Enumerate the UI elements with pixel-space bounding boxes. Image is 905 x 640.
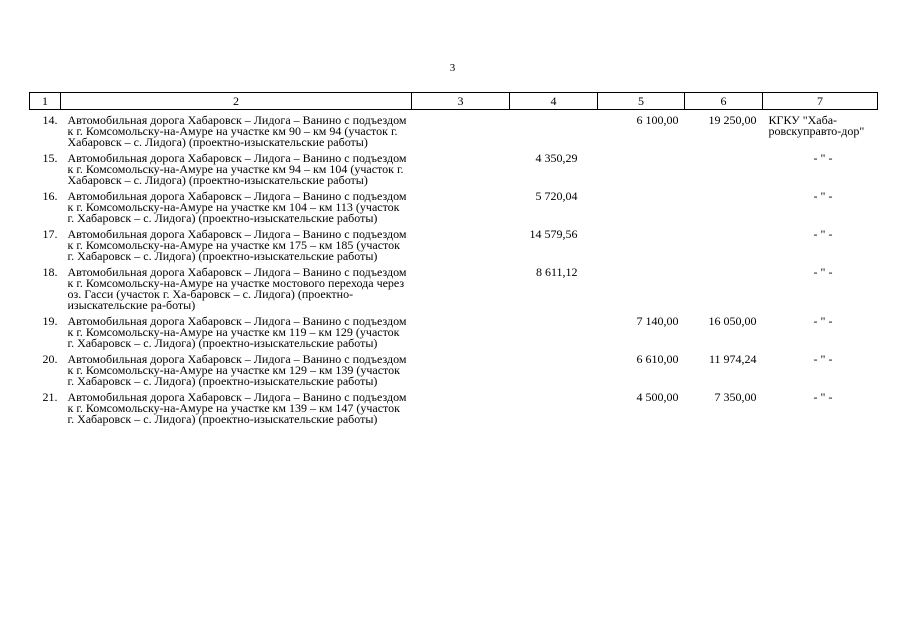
row-col5: 6 610,00 xyxy=(636,352,679,366)
header-col-6: 6 xyxy=(685,93,763,110)
table-row xyxy=(30,311,878,349)
document-table xyxy=(29,92,878,425)
row-col4 xyxy=(510,387,598,425)
table-row xyxy=(30,262,878,311)
row-col5 xyxy=(598,224,685,262)
table-header xyxy=(30,93,878,110)
row-col3 xyxy=(412,262,510,311)
row-col3 xyxy=(412,110,510,149)
row-name: Автомобильная дорога Хабаровск – Лидога – Ванино с подъездом к г. Комсомольску-на-Амуре на участке км 129 – км 139 (участок г. Хабаровск – с. Лидога) (проектно-изыскательские работы) xyxy=(67,352,407,388)
row-number: 14. xyxy=(42,113,58,127)
row-col5 xyxy=(598,262,685,311)
header-col-5: 5 xyxy=(598,93,685,110)
row-col3 xyxy=(412,387,510,425)
row-name: Автомобильная дорога Хабаровск – Лидога – Ванино с подъездом к г. Комсомольску-на-Амуре на участке км 139 – км 147 (участок г. Хабаровск – с. Лидога) (проектно-изыскательские работы) xyxy=(67,390,407,426)
row-col4 xyxy=(510,110,598,149)
header-col-1: 1 xyxy=(30,93,61,110)
table-row xyxy=(30,110,878,149)
row-col4: 14 579,56 xyxy=(529,227,578,241)
row-col6 xyxy=(685,186,763,224)
row-col6: 7 350,00 xyxy=(714,390,757,404)
table-row xyxy=(30,148,878,186)
row-name: Автомобильная дорога Хабаровск – Лидога – Ванино с подъездом к г. Комсомольску-на-Амуре на участке км 104 – км 113 (участок г. Хабаровск – с. Лидога) (проектно-изыскательские работы) xyxy=(67,189,407,225)
row-col6 xyxy=(685,148,763,186)
row-col3 xyxy=(412,311,510,349)
row-col6 xyxy=(685,224,763,262)
row-number: 20. xyxy=(42,352,58,366)
row-col4: 4 350,29 xyxy=(535,151,578,165)
table-row xyxy=(30,186,878,224)
table-row xyxy=(30,349,878,387)
header-col-7: 7 xyxy=(763,93,878,110)
table-row xyxy=(30,387,878,425)
row-col5: 6 100,00 xyxy=(636,113,679,127)
row-name: Автомобильная дорога Хабаровск – Лидога – Ванино с подъездом к г. Комсомольску-на-Амуре на участке км 90 – км 94 (участок г. Хабаровск – с. Лидога) (проектно-изыскательские работы) xyxy=(67,113,407,149)
row-executor: - " - xyxy=(813,352,833,366)
row-number: 19. xyxy=(42,314,58,328)
row-col4: 5 720,04 xyxy=(535,189,578,203)
row-number: 15. xyxy=(42,151,58,165)
row-executor: - " - xyxy=(813,265,833,279)
row-col4 xyxy=(510,349,598,387)
row-number: 18. xyxy=(42,265,58,279)
row-col5 xyxy=(598,186,685,224)
header-col-2: 2 xyxy=(61,93,412,110)
row-executor: - " - xyxy=(813,151,833,165)
row-name: Автомобильная дорога Хабаровск – Лидога – Ванино с подъездом к г. Комсомольску-на-Амуре на участке км 175 – км 185 (участок г. Хабаровск – с. Лидога) (проектно-изыскательские работы) xyxy=(67,227,407,263)
row-number: 21. xyxy=(42,390,58,404)
row-executor: - " - xyxy=(813,390,833,404)
table-body xyxy=(30,110,878,426)
header-col-3: 3 xyxy=(412,93,510,110)
row-col3 xyxy=(412,224,510,262)
row-name: Автомобильная дорога Хабаровск – Лидога – Ванино с подъездом к г. Комсомольску-на-Амуре на участке мостового перехода через оз. Гасси (участок г. Ха-баровск – с. Лидога) (проектно-изыскательские ра-боты) xyxy=(67,265,407,312)
row-col6: 19 250,00 xyxy=(708,113,757,127)
row-col6: 11 974,24 xyxy=(708,352,757,366)
row-number: 16. xyxy=(42,189,58,203)
row-col6 xyxy=(685,262,763,311)
row-col4: 8 611,12 xyxy=(535,265,578,279)
row-executor: - " - xyxy=(813,227,833,241)
row-col5 xyxy=(598,148,685,186)
row-number: 17. xyxy=(42,227,58,241)
row-col5: 7 140,00 xyxy=(636,314,679,328)
row-executor: - " - xyxy=(813,314,833,328)
row-executor: КГКУ "Хаба-ровскуправто-дор" xyxy=(768,113,865,138)
row-col6: 16 050,00 xyxy=(708,314,757,328)
table-row xyxy=(30,224,878,262)
row-col4 xyxy=(510,311,598,349)
page-number: 3 xyxy=(449,62,456,74)
row-col5: 4 500,00 xyxy=(636,390,679,404)
row-col3 xyxy=(412,349,510,387)
header-row xyxy=(30,93,878,110)
row-col3 xyxy=(412,186,510,224)
row-name: Автомобильная дорога Хабаровск – Лидога – Ванино с подъездом к г. Комсомольску-на-Амуре на участке км 94 – км 104 (участок г. Хабаровск – с. Лидога) (проектно-изыскательские работы) xyxy=(67,151,407,187)
header-col-4: 4 xyxy=(510,93,598,110)
row-name: Автомобильная дорога Хабаровск – Лидога – Ванино с подъездом к г. Комсомольску-на-Амуре на участке км 119 – км 129 (участок г. Хабаровск – с. Лидога) (проектно-изыскательские работы) xyxy=(67,314,407,350)
row-executor: - " - xyxy=(813,189,833,203)
row-col3 xyxy=(412,148,510,186)
